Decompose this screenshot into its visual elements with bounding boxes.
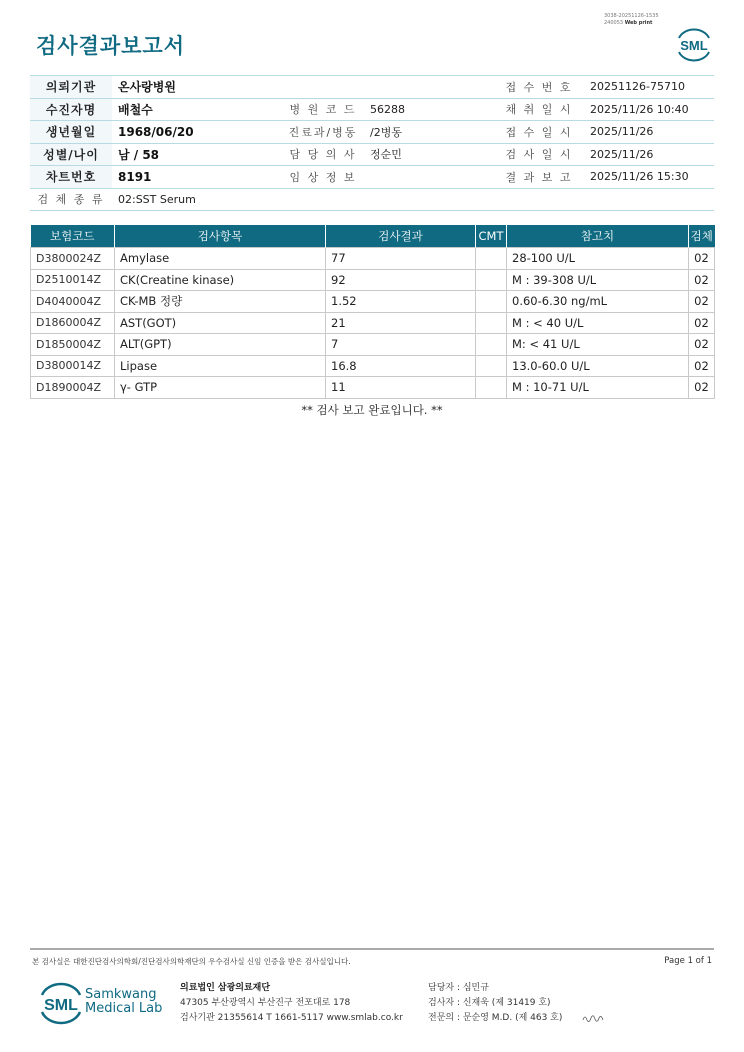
insurance-code: D4040004Z	[31, 291, 115, 313]
test-item: Lipase	[115, 355, 326, 377]
footer-divider	[30, 948, 714, 950]
reference-range: M : 39-308 U/L	[507, 269, 689, 291]
page-number: Page 1 of 1	[664, 956, 712, 966]
organization-contact: 검사기관 21355614 T 1661-5117 www.smlab.co.kr	[180, 1013, 403, 1023]
staff-value: 문순영 M.D. (제 463 호)	[462, 1013, 563, 1023]
info-label: 성별/나이	[30, 143, 112, 166]
test-result: 77	[326, 248, 476, 270]
staff-line	[428, 1011, 562, 1026]
samkwang-logo-icon	[36, 980, 86, 1025]
print-metadata	[604, 13, 659, 27]
info-row	[30, 166, 714, 189]
test-item: AST(GOT)	[115, 312, 326, 334]
info-value	[364, 166, 494, 189]
insurance-code: D3800014Z	[31, 355, 115, 377]
info-value: 배철수	[112, 98, 282, 121]
info-label: 차트번호	[30, 166, 112, 189]
staff-label: 담당자 :	[428, 983, 460, 993]
cmt-cell	[476, 355, 507, 377]
info-label: 의뢰기관	[30, 76, 112, 99]
info-value	[364, 76, 494, 99]
brand-line-2: Medical Lab	[85, 1001, 163, 1016]
table-row	[31, 334, 715, 356]
cmt-cell	[476, 269, 507, 291]
insurance-code: D1850004Z	[31, 334, 115, 356]
info-label: 수진자명	[30, 98, 112, 121]
reference-range: 13.0-60.0 U/L	[507, 355, 689, 377]
column-header: 보험코드	[31, 225, 115, 248]
info-label: 검 사 일 시	[494, 143, 584, 166]
info-value: 1968/06/20	[112, 121, 282, 144]
test-item: ALT(GPT)	[115, 334, 326, 356]
specimen-code: 02	[689, 355, 715, 377]
info-label	[282, 76, 364, 99]
reference-range: M : 10-71 U/L	[507, 377, 689, 399]
test-item: CK(Creatine kinase)	[115, 269, 326, 291]
staff-value: 심민규	[462, 983, 489, 993]
reference-range: M: < 41 U/L	[507, 334, 689, 356]
specimen-code: 02	[689, 312, 715, 334]
column-header: 참고치	[507, 225, 689, 248]
brand-line-1: Samkwang	[85, 987, 157, 1002]
info-row	[30, 143, 714, 166]
test-result: 11	[326, 377, 476, 399]
info-label: 채 취 일 시	[494, 98, 584, 121]
specimen-row	[30, 188, 714, 211]
staff-line	[428, 996, 562, 1011]
specimen-code: 02	[689, 248, 715, 270]
info-value: 2025/11/26 15:30	[584, 166, 714, 189]
certification-note: 본 검사실은 대한진단검사의학회/진단검사의학재단의 우수검사실 신임 인증을 받은 검사실입니다.	[32, 957, 351, 966]
specimen-value: 02:SST Serum	[112, 188, 714, 211]
cmt-cell	[476, 312, 507, 334]
column-header: 검체	[689, 225, 715, 248]
completion-message: ** 검사 보고 완료입니다. **	[301, 403, 443, 417]
insurance-code: D1890004Z	[31, 377, 115, 399]
reference-range: 0.60-6.30 ng/mL	[507, 291, 689, 313]
cmt-cell	[476, 377, 507, 399]
test-result: 7	[326, 334, 476, 356]
specimen-code: 02	[689, 377, 715, 399]
organization-info	[180, 981, 403, 1026]
svg-text:SML: SML	[680, 38, 708, 53]
specimen-code: 02	[689, 334, 715, 356]
info-value: 2025/11/26	[584, 143, 714, 166]
cmt-cell	[476, 248, 507, 270]
info-value: 56288	[364, 98, 494, 121]
info-label: 접 수 번 호	[494, 76, 584, 99]
staff-value: 신재욱 (제 31419 호)	[462, 998, 551, 1008]
test-item: CK-MB 정량	[115, 291, 326, 313]
specimen-label: 검 체 종 류	[30, 188, 112, 211]
column-header: CMT	[476, 225, 507, 248]
info-label: 접 수 일 시	[494, 121, 584, 144]
info-value: 2025/11/26 10:40	[584, 98, 714, 121]
staff-line	[428, 981, 562, 996]
insurance-code: D1860004Z	[31, 312, 115, 334]
info-label: 진료과/병동	[282, 121, 364, 144]
cmt-cell	[476, 334, 507, 356]
organization-address: 47305 부산광역시 부산진구 전포대로 178	[180, 998, 351, 1008]
info-value: 남 / 58	[112, 143, 282, 166]
print-id-sub: 240053 Web print	[604, 20, 653, 26]
test-item: γ- GTP	[115, 377, 326, 399]
info-label: 결 과 보 고	[494, 166, 584, 189]
insurance-code: D2510014Z	[31, 269, 115, 291]
info-row	[30, 121, 714, 144]
organization-name: 의료법인 삼광의료재단	[180, 983, 271, 993]
staff-label: 전문의 :	[428, 1013, 460, 1023]
brand-name	[85, 988, 162, 1016]
column-header: 검사결과	[326, 225, 476, 248]
info-row	[30, 98, 714, 121]
info-label: 병 원 코 드	[282, 98, 364, 121]
test-result: 92	[326, 269, 476, 291]
print-id: 3038-20251126-1535	[604, 13, 659, 19]
cmt-cell	[476, 291, 507, 313]
info-value: 2025/11/26	[584, 121, 714, 144]
info-value: 20251126-75710	[584, 76, 714, 99]
info-value: /2병동	[364, 121, 494, 144]
table-row	[31, 248, 715, 270]
test-item: Amylase	[115, 248, 326, 270]
page-title: 검사결과보고서	[36, 34, 186, 58]
reference-range: 28-100 U/L	[507, 248, 689, 270]
info-label: 생년월일	[30, 121, 112, 144]
info-label: 임 상 정 보	[282, 166, 364, 189]
svg-text:SML: SML	[44, 997, 78, 1014]
signature-icon	[581, 1012, 605, 1024]
sml-logo-icon	[673, 26, 715, 62]
test-result: 1.52	[326, 291, 476, 313]
specimen-code: 02	[689, 269, 715, 291]
info-value: 8191	[112, 166, 282, 189]
table-row	[31, 291, 715, 313]
info-label: 담 당 의 사	[282, 143, 364, 166]
table-row	[31, 269, 715, 291]
column-header: 검사항목	[115, 225, 326, 248]
patient-info-table	[30, 75, 714, 211]
web-print-label: Web print	[624, 20, 653, 26]
reference-range: M : < 40 U/L	[507, 312, 689, 334]
insurance-code: D3800024Z	[31, 248, 115, 270]
staff-info	[428, 981, 562, 1026]
table-row	[31, 377, 715, 399]
info-row	[30, 76, 714, 99]
lab-results-table	[30, 225, 715, 399]
info-value: 정순민	[364, 143, 494, 166]
staff-label: 검사자 :	[428, 998, 460, 1008]
info-value: 온사랑병원	[112, 76, 282, 99]
table-row	[31, 312, 715, 334]
table-row	[31, 355, 715, 377]
specimen-code: 02	[689, 291, 715, 313]
test-result: 21	[326, 312, 476, 334]
test-result: 16.8	[326, 355, 476, 377]
